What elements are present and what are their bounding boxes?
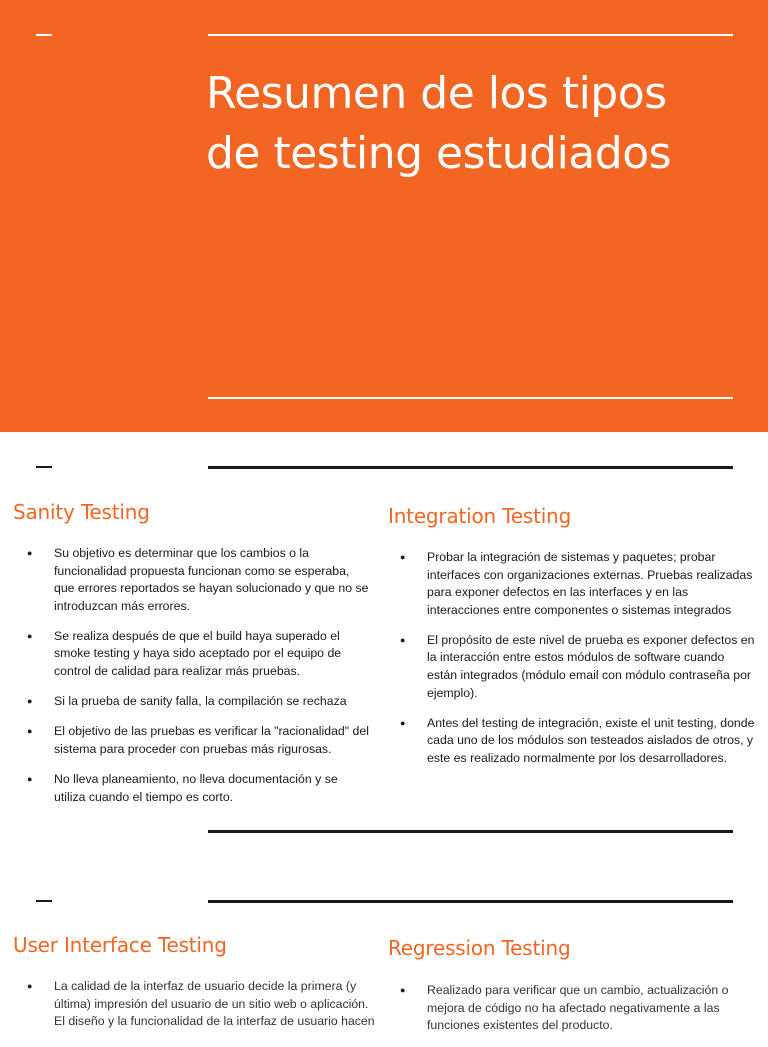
section-top-rule (208, 900, 733, 903)
list-item: ● No lleva planeamiento, no lleva documentación y se utiliza cuando el tiempo es corto. (27, 771, 370, 806)
ui-testing-heading: User Interface Testing (13, 933, 227, 957)
list-item: ● El propósito de este nivel de prueba es exponer defectos en la interacción entre estos módulos de software cuando están integrados (módulo email con módulo contraseña por ejemplo). (400, 632, 755, 702)
slide-top-rule (208, 34, 733, 36)
section-dash-marker (36, 466, 52, 468)
list-item: ● El objetivo de las pruebas es verificar la "racionalidad" del sistema para proceder con pruebas más rigurosas. (27, 723, 370, 758)
integration-testing-heading: Integration Testing (388, 504, 572, 528)
list-item: ● Si la prueba de sanity falla, la compilación se rechaza (27, 693, 370, 711)
list-item: ● La calidad de la interfaz de usuario decide la primera (y última) impresión del usuario de un sitio web o aplicación. El diseño y la funcionalidad de la interfaz de usuario hacen (27, 978, 377, 1031)
slide-bottom-rule (208, 397, 733, 399)
regression-testing-heading: Regression Testing (388, 936, 571, 960)
title-slide (0, 0, 768, 432)
regression-testing-list (400, 982, 740, 1047)
integration-testing-list (400, 549, 755, 780)
list-item: ● Se realiza después de que el build haya superado el smoke testing y haya sido aceptado por el equipo de control de calidad para realizar más pruebas. (27, 628, 370, 681)
slide-dash-marker (36, 34, 52, 36)
section-top-rule (208, 466, 733, 469)
sanity-testing-list (27, 545, 370, 819)
section-dash-marker (36, 900, 52, 902)
list-item: ● Antes del testing de integración, existe el unit testing, donde cada uno de los módulos son testeados aislados de otros, y este es realizado normalmente por los desarrolladores. (400, 715, 755, 768)
sanity-testing-heading: Sanity Testing (13, 500, 150, 524)
list-item: ● Probar la integración de sistemas y paquetes; probar interfaces con organizaciones externas. Pruebas realizadas para exponer defectos en las interfaces y en las interacciones entre componentes o sistemas integrados (400, 549, 755, 619)
list-item: ● Su objetivo es determinar que los cambios o la funcionalidad propuesta funcionan como se esperaba, que errores reportados se hayan solucionado y que no se introduzcan más errores. (27, 545, 370, 615)
section-bottom-rule (208, 830, 733, 833)
page-title: Resumen de los tipos de testing estudiados (206, 68, 672, 179)
ui-testing-list (27, 978, 377, 1043)
list-item: ● Realizado para verificar que un cambio, actualización o mejora de código no ha afectado negativamente a las funciones existentes del producto. (400, 982, 740, 1035)
